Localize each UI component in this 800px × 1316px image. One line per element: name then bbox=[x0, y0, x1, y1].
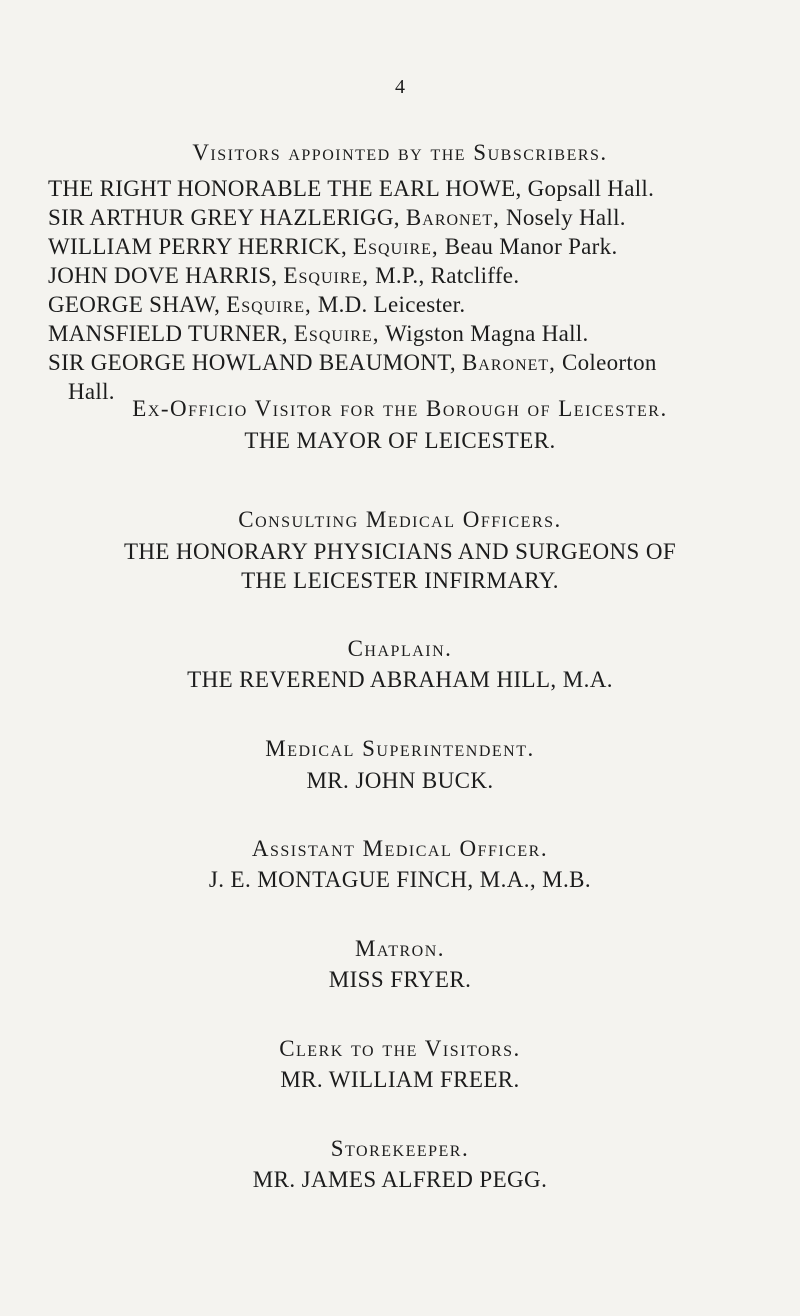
consulting-line-2: THE LEICESTER INFIRMARY. bbox=[241, 568, 559, 593]
visitor-detail: M.P., Ratcliffe. bbox=[369, 263, 520, 288]
visitor-title: Esquire, bbox=[353, 234, 439, 259]
visitor-entry bbox=[48, 174, 778, 203]
visitor-name: MANSFIELD TURNER, bbox=[48, 321, 288, 346]
superintendent-name: MR. JOHN BUCK. bbox=[306, 768, 494, 793]
page-number: 4 bbox=[395, 76, 405, 98]
visitor-title: Baronet, bbox=[461, 350, 556, 375]
visitor-entry bbox=[48, 261, 778, 290]
storekeeper-name: MR. JAMES ALFRED PEGG. bbox=[252, 1167, 548, 1192]
visitor-name: JOHN DOVE HARRIS, bbox=[48, 263, 278, 288]
visitors-list bbox=[48, 174, 778, 406]
ex-officio-name: THE MAYOR OF LEICESTER. bbox=[244, 428, 556, 453]
assistant-heading: Assistant Medical Officer. bbox=[251, 836, 549, 861]
visitor-detail: Coleorton bbox=[555, 350, 657, 375]
visitor-entry bbox=[48, 348, 778, 377]
superintendent-heading: Medical Superintendent. bbox=[265, 736, 535, 761]
clerk-heading: Clerk to the Visitors. bbox=[279, 1036, 521, 1061]
visitor-entry-continuation: Hall. bbox=[68, 379, 115, 404]
visitor-name: GEORGE SHAW, bbox=[48, 292, 221, 317]
visitor-entry bbox=[48, 319, 778, 348]
visitor-title: Esquire, bbox=[293, 321, 380, 346]
visitor-name: THE RIGHT HONORABLE THE EARL HOWE, bbox=[48, 176, 522, 201]
visitor-detail: Beau Manor Park. bbox=[438, 234, 618, 259]
visitor-detail: Nosely Hall. bbox=[499, 205, 626, 230]
visitor-entry bbox=[48, 290, 778, 319]
visitor-detail: Gopsall Hall. bbox=[521, 176, 655, 201]
clerk-name: MR. WILLIAM FREER. bbox=[280, 1067, 520, 1092]
assistant-name: J. E. MONTAGUE FINCH, M.A., M.B. bbox=[208, 867, 592, 892]
consulting-heading: Consulting Medical Officers. bbox=[238, 507, 562, 532]
visitor-name: SIR ARTHUR GREY HAZLERIGG, bbox=[48, 205, 400, 230]
ex-officio-heading: Ex-Officio Visitor for the Borough of Leicester. bbox=[132, 396, 668, 421]
visitor-title: Esquire, bbox=[283, 263, 370, 288]
visitor-detail: Wigston Magna Hall. bbox=[379, 321, 589, 346]
matron-name: MISS FRYER. bbox=[328, 967, 472, 992]
consulting-line-1: THE HONORARY PHYSICIANS AND SURGEONS OF bbox=[123, 539, 677, 564]
visitor-title: Esquire, bbox=[226, 292, 312, 317]
matron-heading: Matron. bbox=[354, 936, 446, 961]
visitor-name: WILLIAM PERRY HERRICK, bbox=[48, 234, 347, 259]
visitors-heading: Visitors appointed by the Subscribers. bbox=[192, 140, 608, 165]
visitor-detail: M.D. Leicester. bbox=[311, 292, 466, 317]
storekeeper-heading: Storekeeper. bbox=[330, 1136, 470, 1161]
chaplain-name: THE REVEREND ABRAHAM HILL, M.A. bbox=[187, 667, 613, 692]
visitor-entry bbox=[48, 203, 778, 232]
visitor-name: SIR GEORGE HOWLAND BEAUMONT, bbox=[48, 350, 456, 375]
chaplain-heading: Chaplain. bbox=[347, 636, 453, 661]
visitor-title: Baronet, bbox=[405, 205, 500, 230]
visitor-entry bbox=[48, 232, 778, 261]
